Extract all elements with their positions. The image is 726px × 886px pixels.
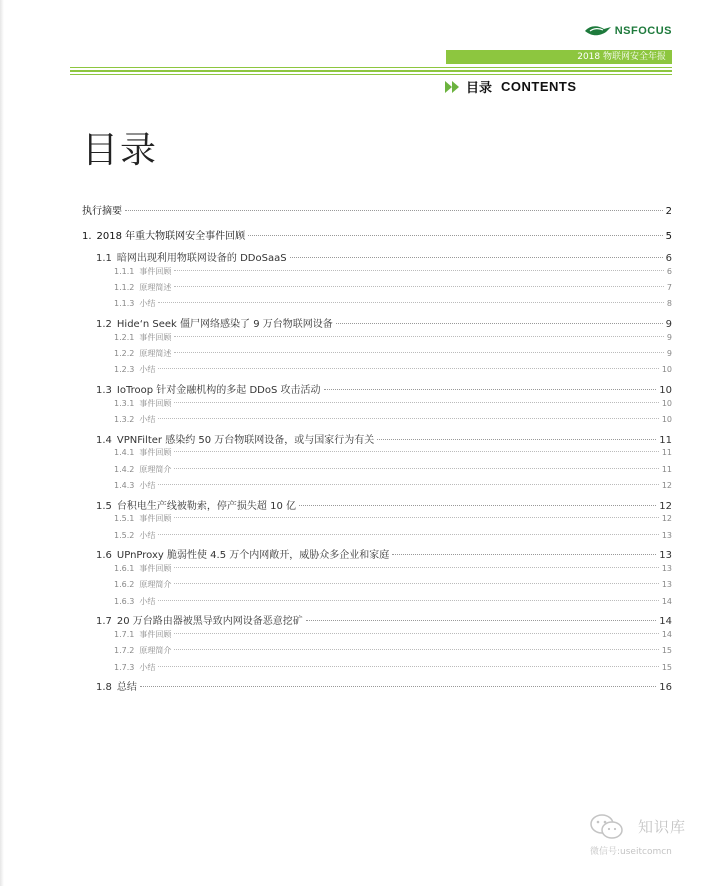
toc-entry[interactable] bbox=[82, 348, 672, 359]
toc-entry[interactable] bbox=[82, 612, 672, 627]
page-edge-shadow bbox=[0, 0, 4, 886]
toc-leader-dots bbox=[392, 554, 656, 555]
toc-entry-page: 16 bbox=[659, 682, 672, 694]
toc-entry-number: 1.3.1 bbox=[114, 398, 135, 408]
toc-entry-page: 15 bbox=[661, 662, 672, 672]
watermark-sub: 微信号:useitcomcn bbox=[590, 847, 672, 857]
toc-entry[interactable] bbox=[82, 662, 672, 673]
toc-entry-page: 2 bbox=[665, 206, 672, 217]
toc-entry-label: 小结 bbox=[139, 415, 156, 424]
toc-entry-label: IoTroop 针对金融机构的多起 DDoS 攻击活动 bbox=[116, 385, 321, 396]
toc-entry[interactable] bbox=[82, 497, 672, 512]
toc-entry-number: 1.1.3 bbox=[114, 299, 135, 309]
toc-entry[interactable] bbox=[82, 579, 672, 590]
toc-entry-label: 原理简述 bbox=[139, 283, 172, 292]
toc-entry-page: 10 bbox=[659, 385, 672, 396]
toc-leader-dots bbox=[174, 583, 658, 584]
toc-entry-number: 1.5 bbox=[96, 500, 112, 512]
toc-entry[interactable] bbox=[82, 332, 672, 343]
toc-entry-number: 1.6 bbox=[96, 550, 112, 562]
toc-leader-dots bbox=[290, 257, 663, 258]
contents-label-en: CONTENTS bbox=[501, 79, 577, 94]
toc-leader-dots bbox=[174, 567, 658, 568]
toc-entry-number: 1.6.3 bbox=[114, 596, 135, 606]
toc-entry[interactable] bbox=[82, 414, 672, 425]
toc-entry-label: 事件回顾 bbox=[139, 266, 172, 276]
watermark-name: 知识库 bbox=[638, 818, 687, 836]
toc-entry[interactable] bbox=[82, 266, 672, 277]
toc-leader-dots bbox=[336, 323, 663, 324]
header-rule bbox=[70, 70, 672, 72]
toc-entry-page: 14 bbox=[661, 596, 672, 606]
watermark bbox=[588, 812, 718, 864]
toc-entry[interactable] bbox=[82, 227, 672, 242]
toc-entry[interactable] bbox=[82, 513, 672, 524]
toc-leader-dots bbox=[299, 505, 656, 506]
toc-leader-dots bbox=[306, 620, 656, 621]
toc-entry-label: 事件回顾 bbox=[139, 563, 172, 573]
toc-entry-number: 1.4.3 bbox=[114, 481, 135, 490]
report-title-bar: 2018 物联网安全年报 bbox=[446, 50, 672, 64]
toc-entry[interactable] bbox=[82, 447, 672, 458]
toc-entry-page: 6 bbox=[665, 253, 672, 264]
nsfocus-logo-icon bbox=[584, 24, 612, 38]
toc-entry-page: 10 bbox=[661, 398, 672, 408]
toc-leader-dots bbox=[158, 302, 664, 303]
toc-leader-dots bbox=[158, 534, 658, 535]
page-title: 目录 bbox=[82, 130, 159, 171]
toc-entry-number: 1.1 bbox=[96, 253, 112, 264]
toc-leader-dots bbox=[158, 484, 658, 485]
toc-entry-number: 1.4.2 bbox=[114, 464, 135, 474]
toc-entry-number: 1.2.2 bbox=[114, 349, 135, 358]
toc-entry-number: 1.7.2 bbox=[114, 646, 135, 656]
toc-entry-number: 1.1.2 bbox=[114, 283, 135, 292]
toc-entry[interactable] bbox=[82, 431, 672, 446]
toc-entry-label: 原理简述 bbox=[139, 349, 172, 358]
toc-entry-label: 事件回顾 bbox=[139, 629, 172, 639]
toc-entry[interactable] bbox=[82, 678, 672, 693]
toc-leader-dots bbox=[158, 418, 658, 419]
toc-entry-label: 事件回顾 bbox=[139, 332, 172, 342]
toc-entry-page: 9 bbox=[665, 319, 672, 330]
toc-entry-page: 14 bbox=[661, 629, 672, 639]
toc-entry-number: 1.2 bbox=[96, 319, 112, 330]
toc-leader-dots bbox=[248, 235, 662, 236]
header-rule bbox=[70, 74, 672, 75]
toc-entry-label: 小结 bbox=[139, 299, 156, 309]
toc-entry-page: 11 bbox=[659, 434, 672, 446]
toc-entry-page: 13 bbox=[661, 563, 672, 573]
toc-entry-number: 1.6.2 bbox=[114, 580, 135, 590]
toc-entry[interactable] bbox=[82, 249, 672, 264]
toc-entry-label: VPNFilter 感染约 50 万台物联网设备，或与国家行为有关 bbox=[116, 434, 375, 446]
toc-leader-dots bbox=[174, 517, 658, 518]
toc-entry-page: 6 bbox=[666, 266, 672, 276]
toc-entry-label: 原理简介 bbox=[139, 580, 172, 590]
toc-leader-dots bbox=[174, 633, 658, 634]
toc-leader-dots bbox=[174, 451, 658, 452]
toc-leader-dots bbox=[158, 600, 658, 601]
toc-leader-dots bbox=[174, 352, 664, 353]
toc-entry[interactable] bbox=[82, 596, 672, 607]
toc-entry-label: 事件回顾 bbox=[139, 448, 172, 458]
toc-leader-dots bbox=[174, 286, 664, 287]
toc-entry-page: 11 bbox=[661, 464, 672, 474]
toc-entry-page: 13 bbox=[659, 550, 672, 562]
toc-entry-number: 1.7.3 bbox=[114, 662, 135, 672]
toc-entry-page: 7 bbox=[666, 283, 672, 292]
brand-name: NSFOCUS bbox=[614, 25, 672, 37]
toc-entry-number: 1.2.3 bbox=[114, 365, 135, 375]
toc-entry-page: 12 bbox=[661, 481, 672, 490]
toc-entry-page: 5 bbox=[665, 231, 672, 242]
toc-entry-page: 9 bbox=[666, 349, 672, 358]
toc-entry-page: 12 bbox=[659, 500, 672, 512]
toc-entry-label: 原理简介 bbox=[139, 646, 172, 656]
toc-entry-label: 事件回顾 bbox=[139, 398, 172, 408]
toc-entry-number: 1.1.1 bbox=[114, 266, 135, 276]
toc-leader-dots bbox=[377, 439, 656, 440]
toc-entry-number: 1.3.2 bbox=[114, 415, 135, 424]
toc-entry-label: 20 万台路由器被黑导致内网设备恶意挖矿 bbox=[116, 616, 303, 628]
toc-entry[interactable] bbox=[82, 480, 672, 491]
toc-entry[interactable] bbox=[82, 546, 672, 561]
toc-entry-label: Hide‘n Seek 僵尸网络感染了 9 万台物联网设备 bbox=[116, 319, 333, 330]
toc-entry[interactable] bbox=[82, 381, 672, 396]
toc-entry-label: 原理简介 bbox=[139, 464, 172, 474]
toc-entry[interactable] bbox=[82, 629, 672, 640]
toc-entry-page: 14 bbox=[659, 616, 672, 628]
toc-entry[interactable] bbox=[82, 298, 672, 309]
toc-entry[interactable] bbox=[82, 282, 672, 293]
toc-leader-dots bbox=[158, 666, 658, 667]
toc-entry-label: 暗网出现利用物联网设备的 DDoSaaS bbox=[116, 253, 287, 264]
double-arrow-icon bbox=[445, 81, 461, 93]
toc-entry-number: 1. bbox=[82, 231, 92, 242]
brand-logo bbox=[584, 24, 672, 38]
toc-entry-label: 小结 bbox=[139, 365, 156, 375]
toc-entry-label: 事件回顾 bbox=[139, 514, 172, 524]
toc-leader-dots bbox=[174, 270, 664, 271]
toc-entry-number: 1.5.1 bbox=[114, 514, 135, 524]
toc-entry-number: 1.4.1 bbox=[114, 448, 135, 458]
toc-entry[interactable] bbox=[82, 563, 672, 574]
toc-entry-page: 8 bbox=[666, 299, 672, 309]
header-rule bbox=[70, 67, 672, 68]
toc-entry-label: 台积电生产线被勒索，停产损失超 10 亿 bbox=[116, 500, 296, 512]
toc-entry-number: 1.2.1 bbox=[114, 332, 135, 342]
toc-entry-number: 1.3 bbox=[96, 385, 112, 396]
toc-entry[interactable] bbox=[82, 464, 672, 475]
contents-label-cn: 目录 bbox=[466, 81, 493, 96]
toc-entry-page: 15 bbox=[661, 646, 672, 656]
toc-entry-label: 小结 bbox=[139, 530, 156, 540]
toc-entry-page: 13 bbox=[661, 580, 672, 590]
toc-entry-page: 11 bbox=[661, 448, 672, 458]
toc-entry-page: 13 bbox=[661, 530, 672, 540]
toc-entry-label: UPnProxy 脆弱性使 4.5 万个内网敞开，威胁众多企业和家庭 bbox=[116, 550, 390, 562]
toc-entry[interactable] bbox=[82, 315, 672, 330]
toc-entry-page: 9 bbox=[666, 332, 672, 342]
toc-entry-page: 10 bbox=[661, 365, 672, 375]
toc-entry[interactable] bbox=[82, 530, 672, 541]
toc-entry-label: 执行摘要 bbox=[82, 206, 122, 217]
toc-entry-number: 1.7.1 bbox=[114, 629, 135, 639]
toc-entry-label: 小结 bbox=[139, 662, 156, 672]
toc-entry-label: 小结 bbox=[139, 596, 156, 606]
toc-leader-dots bbox=[174, 468, 658, 469]
toc-entry-number: 1.8 bbox=[96, 682, 112, 694]
toc-entry-number: 1.5.2 bbox=[114, 530, 135, 540]
toc-leader-dots bbox=[140, 686, 656, 687]
toc-leader-dots bbox=[324, 389, 657, 390]
toc-leader-dots bbox=[174, 402, 658, 403]
toc-entry[interactable] bbox=[82, 645, 672, 656]
toc-entry[interactable] bbox=[82, 364, 672, 375]
toc-entry-label: 小结 bbox=[139, 481, 156, 490]
toc-entry-label: 2018 年重大物联网安全事件回顾 bbox=[96, 231, 246, 242]
wechat-icon bbox=[590, 814, 624, 840]
toc-leader-dots bbox=[174, 649, 658, 650]
toc-leader-dots bbox=[125, 210, 663, 211]
toc-leader-dots bbox=[174, 336, 664, 337]
toc-entry-label: 总结 bbox=[116, 682, 137, 694]
contents-heading bbox=[445, 77, 577, 96]
toc-entry-page: 10 bbox=[661, 415, 672, 424]
toc-entry-number: 1.6.1 bbox=[114, 563, 135, 573]
toc-entry-page: 12 bbox=[661, 514, 672, 524]
toc-entry[interactable] bbox=[82, 202, 672, 217]
toc-entry-number: 1.4 bbox=[96, 434, 112, 446]
toc-entry[interactable] bbox=[82, 398, 672, 409]
toc-entry-number: 1.7 bbox=[96, 616, 112, 628]
toc-leader-dots bbox=[158, 368, 658, 369]
